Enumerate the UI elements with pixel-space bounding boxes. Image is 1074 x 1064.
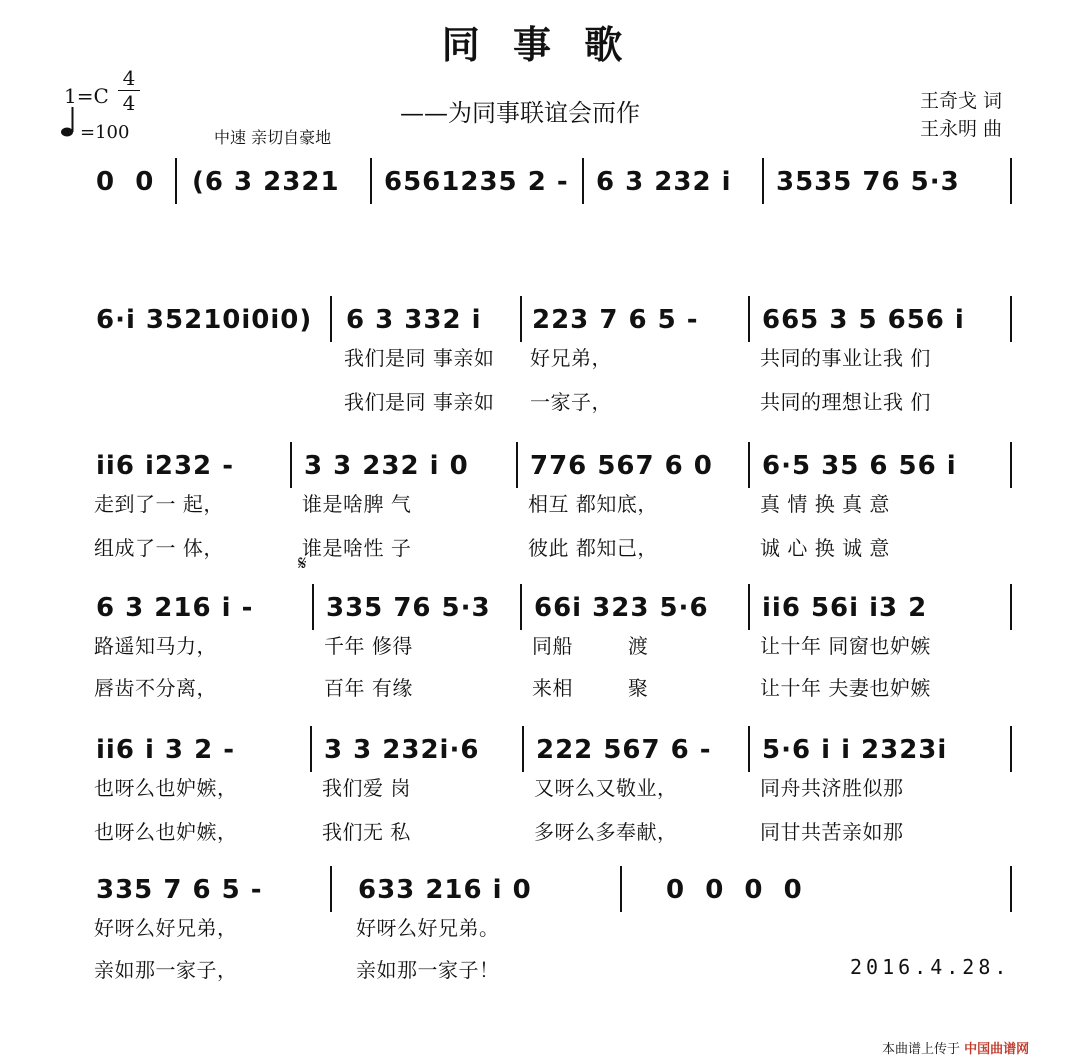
footer-prefix: 本曲谱上传于 (882, 1042, 961, 1057)
lyric-text: 同甘共苦亲如那 (760, 820, 904, 844)
barline (1010, 158, 1012, 204)
segno-icon: 𝄋 (298, 551, 307, 575)
measure-notes: (6 3 2321 (192, 167, 340, 197)
barline (1010, 442, 1012, 488)
barline (582, 158, 584, 204)
quarter-note-icon (60, 103, 78, 139)
barline (312, 584, 314, 630)
lyric-text: 亲如那一家子！ (356, 958, 500, 982)
barline (330, 296, 332, 342)
lyric-text: 同舟共济胜似那 (760, 776, 904, 800)
measure-notes: 3 3 232i·6 (324, 735, 480, 765)
barline (310, 726, 312, 772)
lyric-text: 谁是啥脾 气 (302, 492, 412, 516)
barline (748, 296, 750, 342)
lyric-row (0, 632, 1074, 660)
song-subtitle: ——为同事联谊会而作 (400, 99, 640, 127)
lyric-row (0, 388, 1074, 416)
lyric-text: 百年 有缘 (324, 676, 413, 700)
notation-row (0, 732, 1074, 768)
lyricist-credit: 王奇戈 词 (920, 90, 1003, 112)
lyric-text: 好呀么好兄弟。 (356, 916, 500, 940)
measure-notes: 776 567 6 0 (530, 451, 713, 481)
notation-row (0, 872, 1074, 908)
lyric-text: 共同的事业让我 们 (760, 346, 931, 370)
barline (516, 442, 518, 488)
lyric-text: 让十年 同窗也妒嫉 (760, 634, 931, 658)
lyric-text: 真 情 换 真 意 (760, 492, 890, 516)
lyric-text: 一家子， (530, 390, 612, 414)
measure-notes: 6·i 35210i0i0) (96, 305, 313, 335)
lyric-text: 走到了一 起， (94, 492, 224, 516)
measure-notes: 66i 323 5·6 (534, 593, 709, 623)
lyric-text: 共同的理想让我 们 (760, 390, 931, 414)
measure-notes: 6·5 35 6 56 i (762, 451, 957, 481)
barline (1010, 296, 1012, 342)
lyric-row (0, 818, 1074, 846)
measure-notes: 6 3 332 i (346, 305, 482, 335)
barline (748, 442, 750, 488)
notation-row (0, 302, 1074, 338)
lyric-text: 也呀么也妒嫉， (94, 776, 238, 800)
lyric-text: 我们无 私 (322, 820, 411, 844)
lyric-text: 我们是同 事亲如 (344, 390, 495, 414)
measure-notes: 335 7 6 5 - (96, 875, 263, 905)
lyric-text: 组成了一 体， (94, 536, 224, 560)
measure-notes: 0 0 0 0 (666, 875, 803, 905)
footer-watermark (882, 1038, 1029, 1057)
notation-row (0, 590, 1074, 626)
date-stamp: 2016.4.28. (850, 955, 1011, 979)
measure-notes: ii6 56i i3 2 (762, 593, 928, 623)
lyric-text: 多呀么多奉献， (534, 820, 678, 844)
barline (1010, 866, 1012, 912)
barline (522, 726, 524, 772)
measure-notes: 633 216 i 0 (358, 875, 532, 905)
lyric-text: 我们爱 岗 (322, 776, 411, 800)
lyric-text: 千年 修得 (324, 634, 413, 658)
lyric-text: 亲如那一家子， (94, 958, 238, 982)
measure-notes: 223 7 6 5 - (532, 305, 699, 335)
barline (520, 584, 522, 630)
time-signature (118, 66, 140, 115)
barline (748, 726, 750, 772)
lyric-text: 同船 渡 (532, 634, 649, 658)
barline (748, 584, 750, 630)
measure-notes: 6561235 2 - (384, 167, 569, 197)
expression-mark: 中速 亲切自豪地 (214, 128, 332, 147)
barline (620, 866, 622, 912)
lyric-row (0, 344, 1074, 372)
notation-row (0, 448, 1074, 484)
measure-notes: 665 3 5 656 i (762, 305, 965, 335)
measure-notes: ii6 i 3 2 - (96, 735, 236, 765)
measure-notes: 3 3 232 i 0 (304, 451, 469, 481)
measure-notes: 6 3 232 i (596, 167, 732, 197)
barline (370, 158, 372, 204)
lyric-text: 路遥知马力， (94, 634, 217, 658)
measure-notes: 335 76 5·3 (326, 593, 491, 623)
barline (330, 866, 332, 912)
notation-row (0, 164, 1074, 200)
lyric-row (0, 914, 1074, 942)
barline (1010, 584, 1012, 630)
lyric-text: 我们是同 事亲如 (344, 346, 495, 370)
measure-notes: 0 0 (96, 167, 155, 197)
composer-credit: 王永明 曲 (920, 118, 1003, 140)
lyric-text: 相互 都知底， (528, 492, 658, 516)
lyric-text: 唇齿不分离， (94, 676, 217, 700)
measure-notes: ii6 i232 - (96, 451, 234, 481)
lyric-text: 诚 心 换 诚 意 (760, 536, 890, 560)
measure-notes: 3535 76 5·3 (776, 167, 960, 197)
key-signature: 1=C (64, 84, 109, 108)
lyric-row (0, 674, 1074, 702)
measure-notes: 6 3 216 i - (96, 593, 254, 623)
lyric-text: 又呀么又敬业， (534, 776, 678, 800)
measure-notes: 222 567 6 - (536, 735, 712, 765)
lyric-text: 好兄弟， (530, 346, 612, 370)
time-signature-bottom: 4 (122, 91, 136, 115)
lyric-text: 来相 聚 (532, 676, 649, 700)
barline (762, 158, 764, 204)
time-signature-top: 4 (118, 66, 140, 91)
measure-notes: 5·6 i i 2323i (762, 735, 948, 765)
song-title: 同 事 歌 (441, 23, 633, 67)
lyric-text: 也呀么也妒嫉， (94, 820, 238, 844)
lyric-text: 谁是啥性 子 (302, 536, 412, 560)
barline (290, 442, 292, 488)
lyric-row (0, 534, 1074, 562)
footer-brand: 中国曲谱网 (964, 1042, 1030, 1057)
lyric-text: 彼此 都知己， (528, 536, 658, 560)
barline (175, 158, 177, 204)
barline (1010, 726, 1012, 772)
tempo-mark: =100 (80, 122, 130, 143)
barline (520, 296, 522, 342)
lyric-text: 让十年 夫妻也妒嫉 (760, 676, 931, 700)
lyric-row (0, 490, 1074, 518)
lyric-row (0, 774, 1074, 802)
lyric-text: 好呀么好兄弟， (94, 916, 238, 940)
